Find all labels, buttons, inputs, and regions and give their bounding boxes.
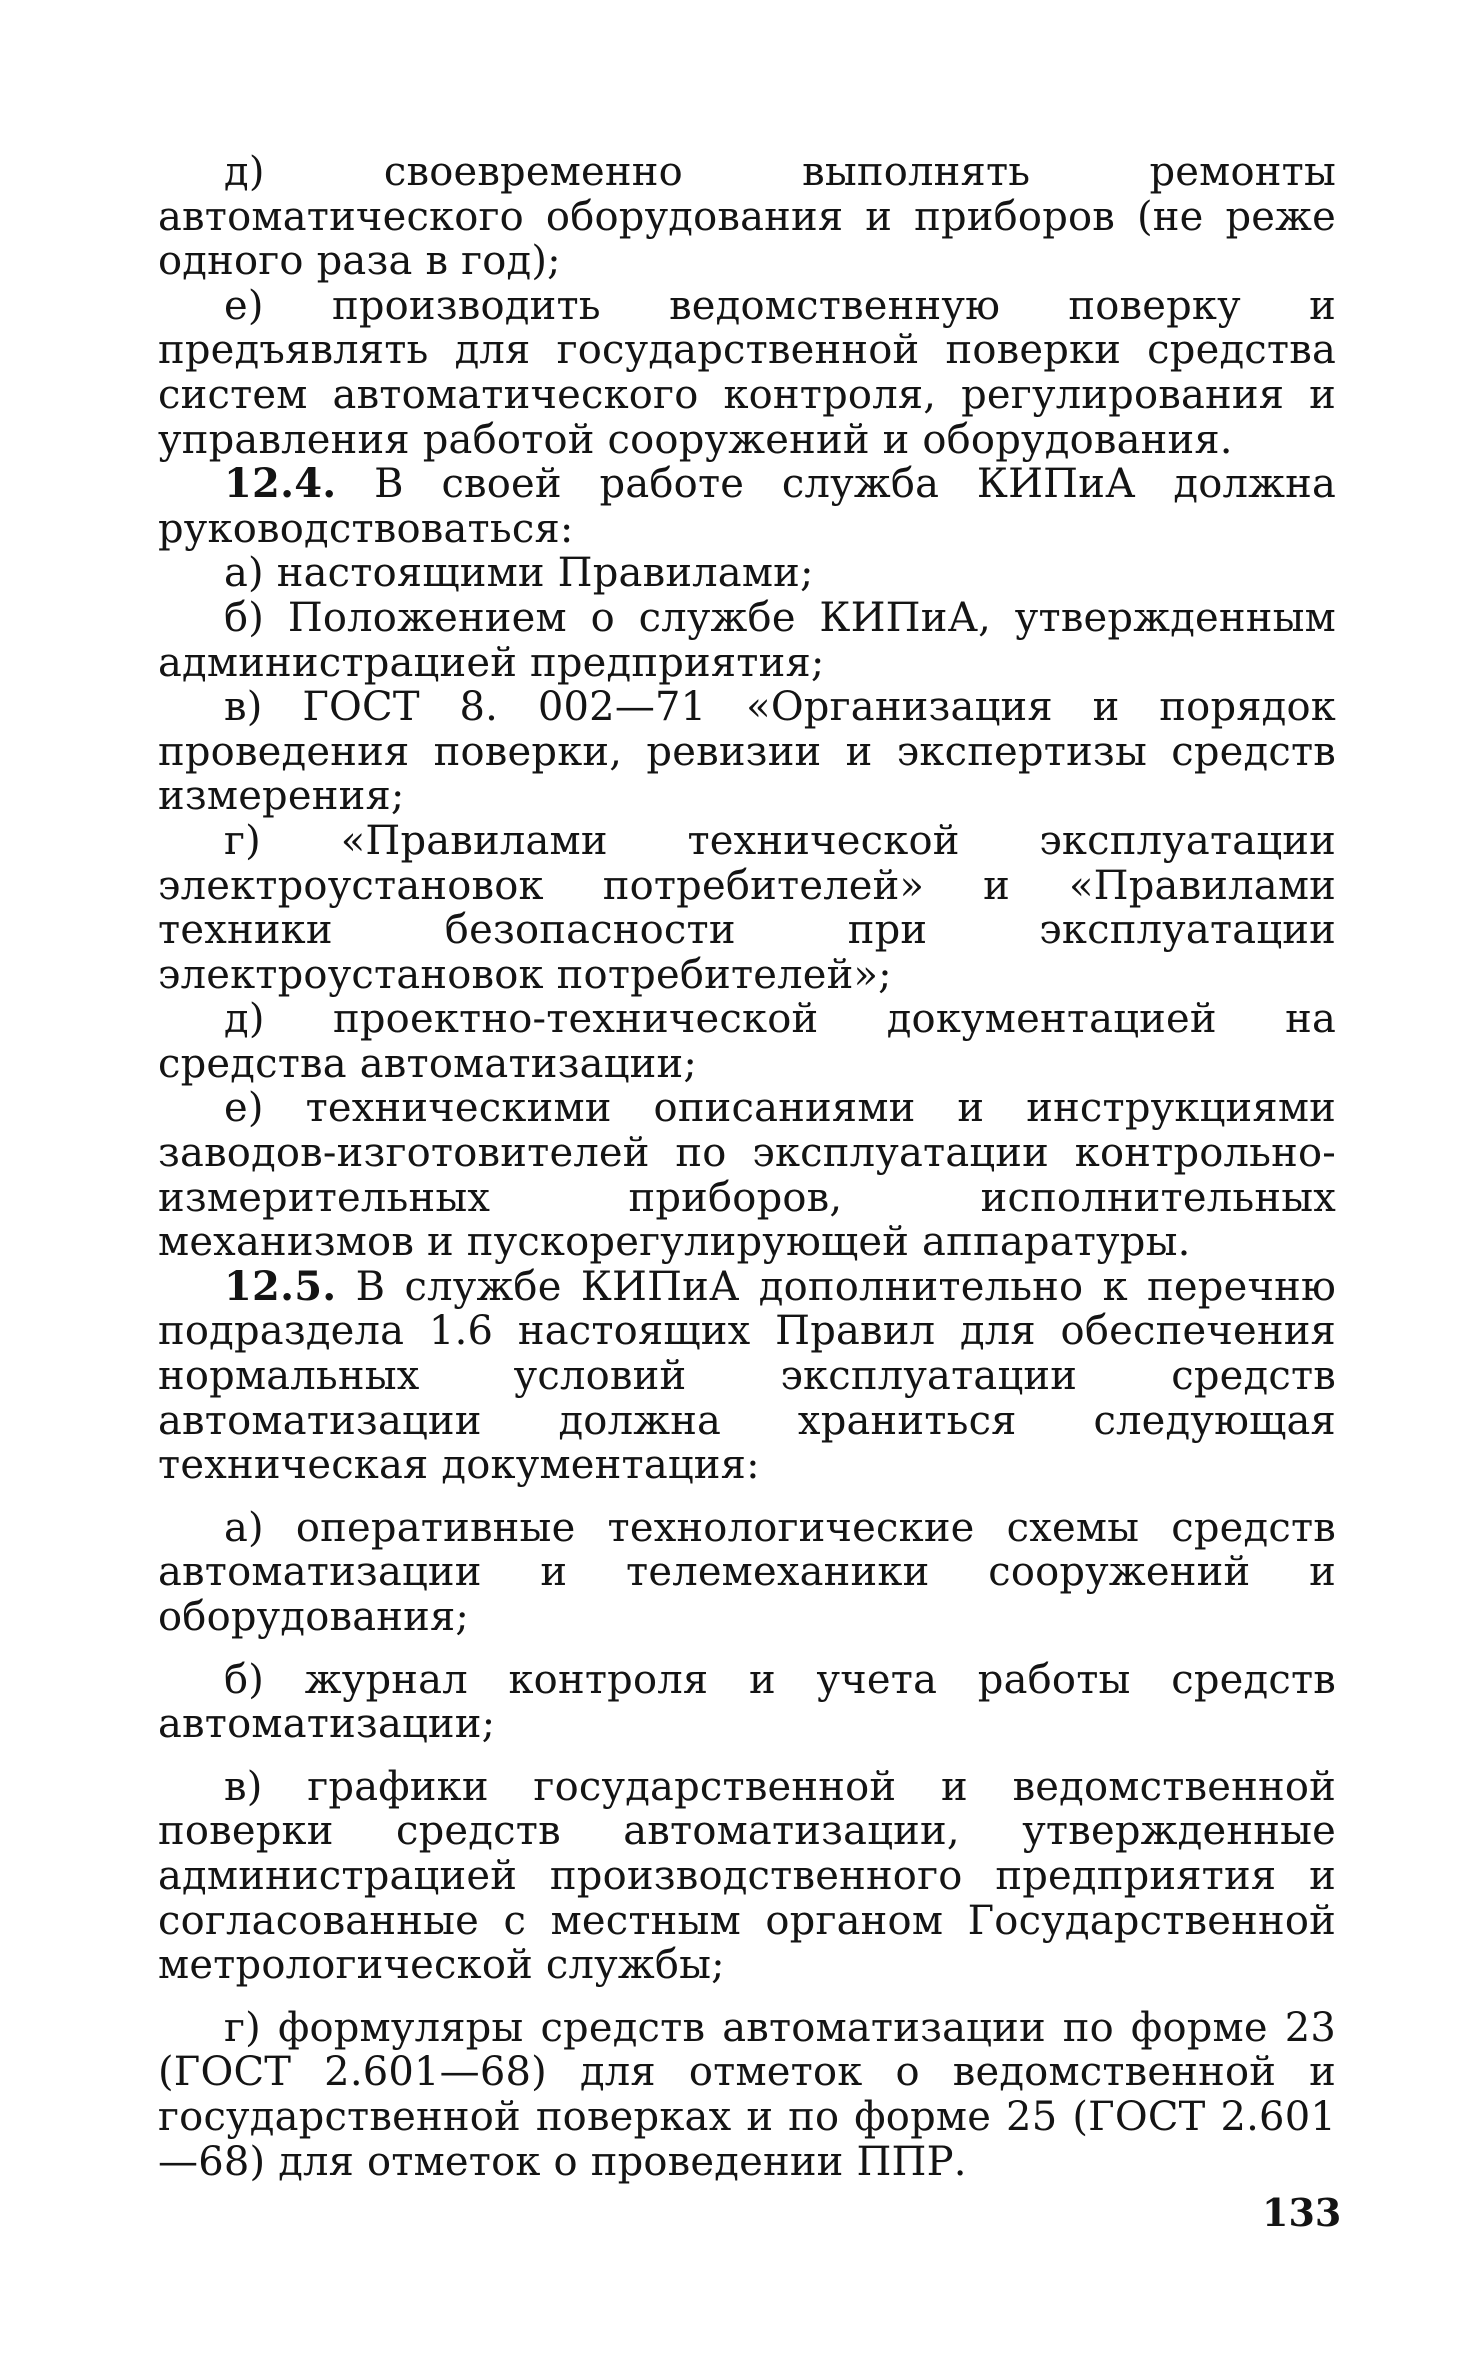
- section-number: 12.4.: [224, 460, 337, 508]
- list-item-d-project-docs: д) проектно-технической документацией на средства автоматизации;: [158, 996, 1336, 1087]
- list-item-b-regulation: б) Положением о службе КИПиА, утвержденным администрацией предприятия;: [158, 594, 1336, 686]
- list-item-b-journal: б) журнал контроля и учета работы средств автоматизации;: [158, 1656, 1336, 1748]
- list-item-e-verification: е) производить ведомственную поверку и предъявлять для государственной поверки средства систем автоматического контроля, регулирования и управления работой сооружений и оборудования.: [158, 282, 1336, 463]
- list-item-e-manuals: е) техническими описаниями и инструкциями заводов-изготовителей по эксплуатации контрольно-измерительных приборов, исполнительных механизмов и пускорегулирующей аппаратуры.: [158, 1085, 1336, 1266]
- section-number: 12.5.: [224, 1262, 337, 1310]
- list-item-d-repairs: д) своевременно выполнять ремонты автоматического оборудования и приборов (не реже одного раза в год);: [158, 149, 1336, 285]
- section-12-5: 12.5. В службе КИПиА дополнительно к перечню подраздела 1.6 настоящих Правил для обеспечения нормальных условий эксплуатации средств автоматизации должна храниться следующая техническая документация:: [158, 1262, 1336, 1489]
- list-item-v-gost: в) ГОСТ 8. 002—71 «Организация и порядок проведения поверки, ревизии и экспертизы средств измерения;: [158, 684, 1336, 820]
- list-item-g-forms: г) формуляры средств автоматизации по форме 23 (ГОСТ 2.601—68) для отметок о ведомственной и государственной поверках и по форме 25 (ГОСТ 2.601—68) для отметок о проведении ППР.: [158, 2004, 1336, 2185]
- list-item-a-schemes: а) оперативные технологические схемы средств автоматизации и телемеханики сооружений и оборудования;: [158, 1504, 1336, 1640]
- list-item-v-schedules: в) графики государственной и ведомственной поверки средств автоматизации, утвержденные администрацией производственного предприятия и согласованные с местным органом Государственной метрологической службы;: [158, 1763, 1336, 1989]
- list-item-g-electro-rules: г) «Правилами технической эксплуатации электроустановок потребителей» и «Правилами техники безопасности при эксплуатации электроустановок потребителей»;: [158, 817, 1336, 998]
- section-12-4: 12.4. В своей работе служба КИПиА должна руководствоваться:: [158, 460, 1336, 552]
- list-item-a-rules: а) настоящими Правилами;: [224, 550, 814, 597]
- document-page: [158, 150, 1336, 2184]
- page-number: 133: [1262, 2190, 1342, 2235]
